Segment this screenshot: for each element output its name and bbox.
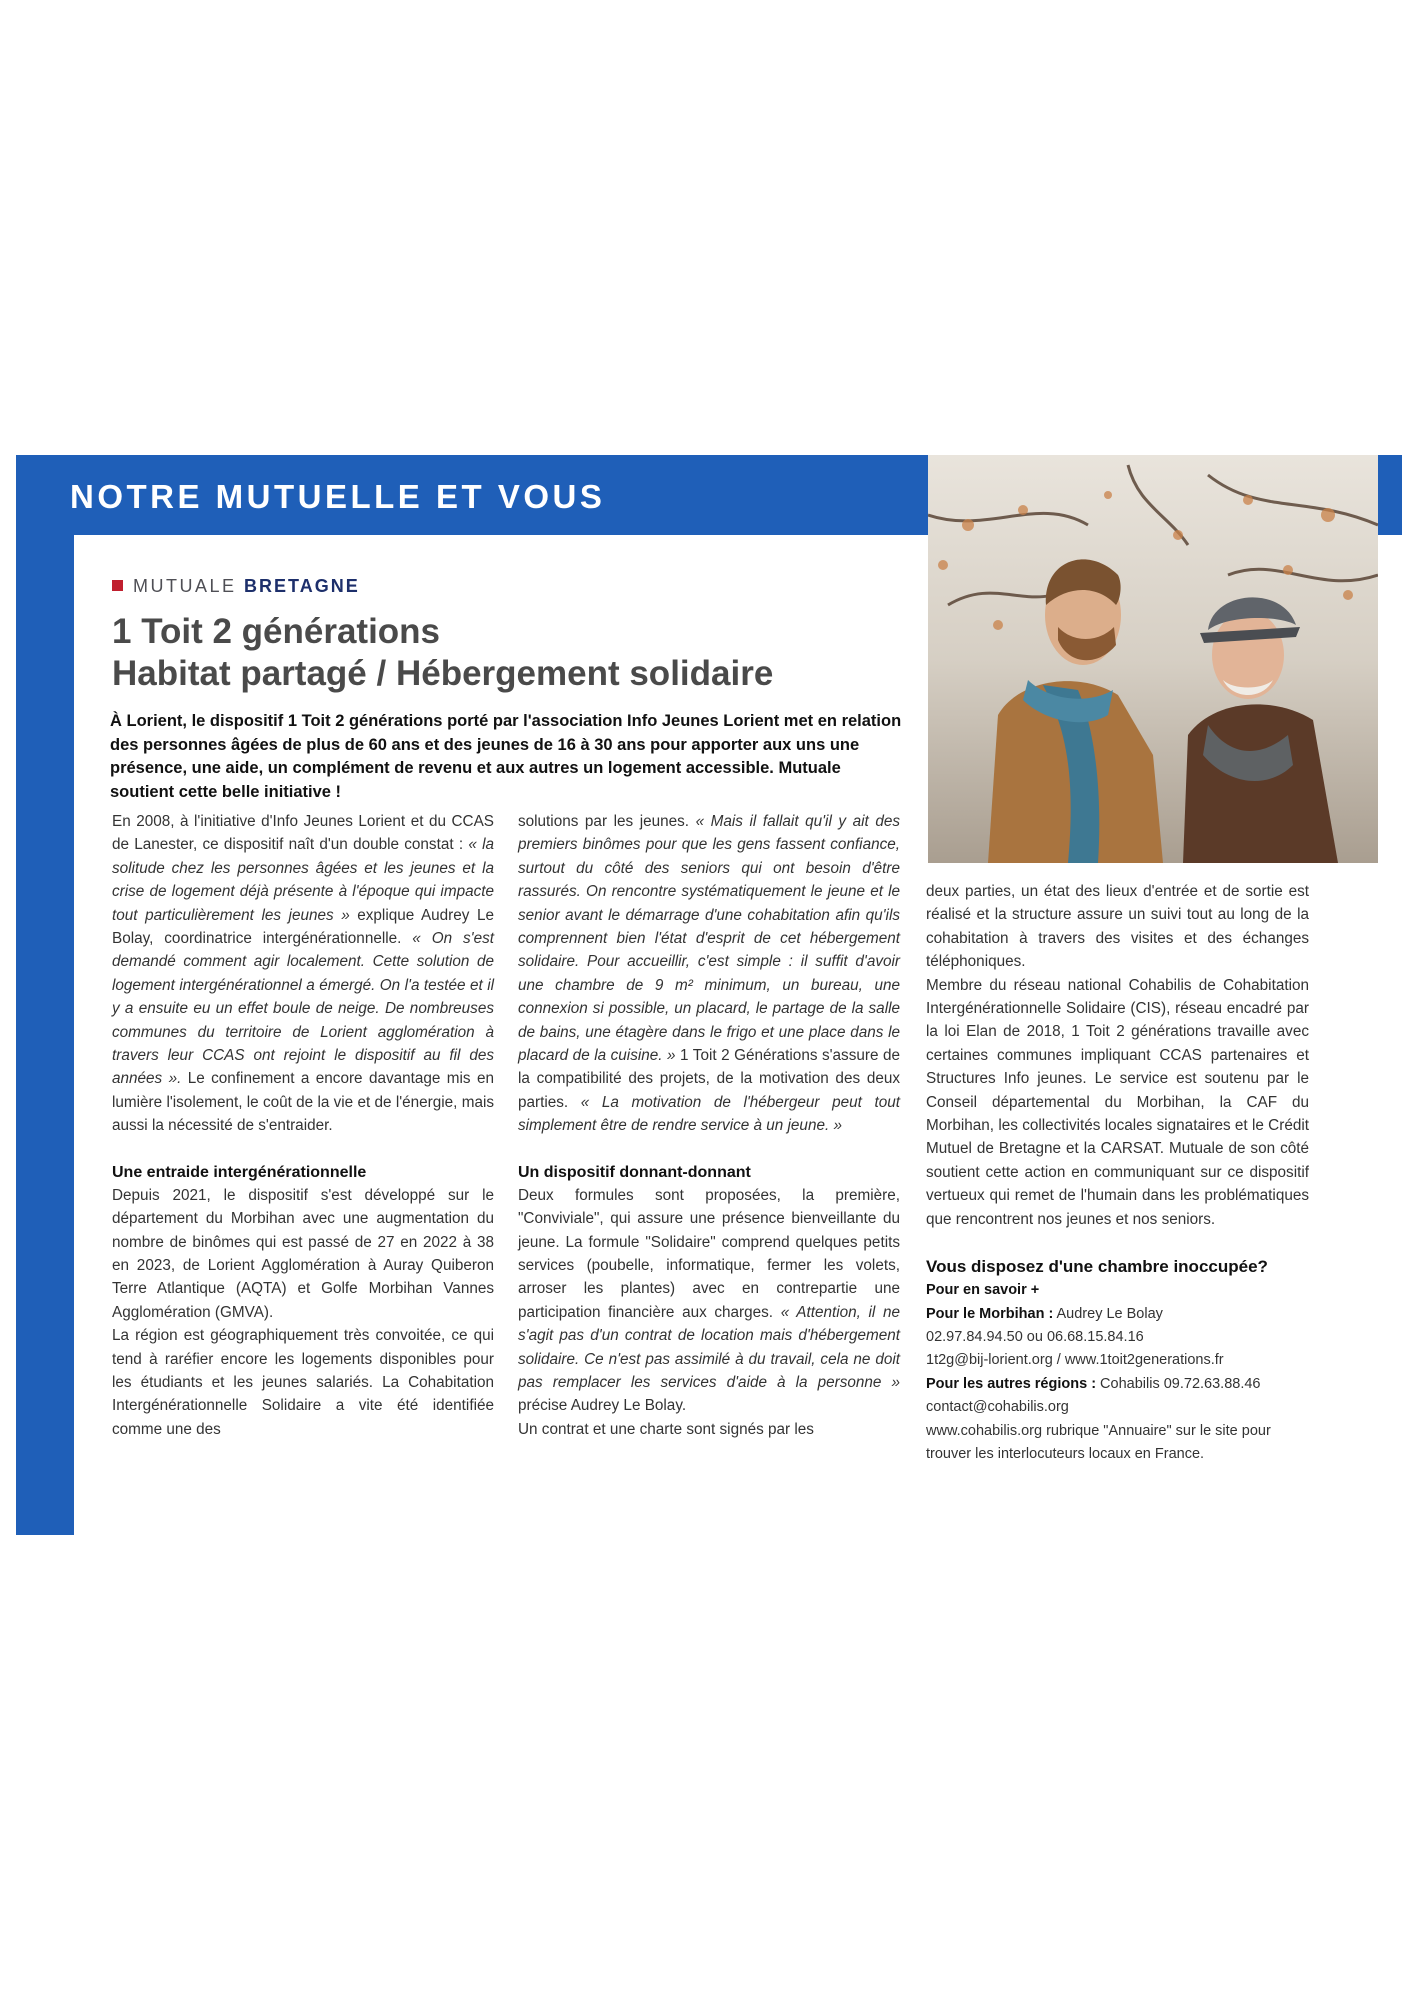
col2-paragraph-3: Un contrat et une charte sont signés par les <box>518 1420 814 1438</box>
aside-question: Vous disposez d'une chambre inoccupée? <box>926 1257 1268 1277</box>
text-run: Le confinement a encore davantage mis en lumière l'isolement, le coût de la vie et de l'énergie, mais aussi la nécessité de s'entraider. <box>112 1070 494 1135</box>
photo-illustration <box>928 455 1378 863</box>
quote: « Mais il fallait qu'il y ait des premiers binômes pour que les gens fassent confiance, surtout du côté des seniors qui ont besoin d'être rassurés. On rencontre systématiquement le jeune et le senior avant le démarrage d'une cohabitation afin qu'ils comprennent bien l'état d'esprit de cet hébergement solidaire. Pour accueillir, c'est simple : il suffit d'avoir une chambre de 9 m² minimum, un bureau, une connexion si possible, un placard, le partage de la salle de bains, une étagère dans le frigo et une place dans le placard de la cuisine. » <box>518 813 900 1065</box>
article-subtitle: Habitat partagé / Hébergement solidaire <box>112 654 774 693</box>
col3-paragraph-2: Membre du réseau national Cohabilis de Cohabitation Intergénérationnelle Solidaire (CIS), réseau encadré par la loi Elan de 2018, 1 Toit 2 générations travaille avec certaines communes impliquant CCAS partenaires et Structures Info jeunes. Le service est soutenu par le Conseil départemental du Morbihan, la CAF du Morbihan, les collectivités locales signataires et le Crédit Mutuel de Bretagne et la CARSAT. Mutuale de son côté soutient cette action en communiquant sur ce dispositif vertueux qui remet de l'humain dans les problématiques que rencontrent nos jeunes et nos seniors. <box>926 976 1309 1228</box>
quote: « La motivation de l'hébergeur peut tout simplement être de rendre service à un jeune. » <box>518 1093 900 1135</box>
aside-other-label: Pour les autres régions : <box>926 1375 1097 1392</box>
aside-morbihan-contact: Audrey Le Bolay <box>1053 1305 1163 1322</box>
brand-name-right: BRETAGNE <box>244 576 360 596</box>
aside-other-web[interactable]: www.cohabilis.org rubrique "Annuaire" sur le site pour trouver les interlocuteurs locaux en France. <box>926 1422 1271 1462</box>
brand-kicker <box>112 576 360 597</box>
article-lead: À Lorient, le dispositif 1 Toit 2 générations porté par l'association Info Jeunes Lorient met en relation des personnes âgées de plus de 60 ans et des jeunes de 16 à 30 ans pour apporter aux uns une présence, une aide, un complément de revenu et aux autres un logement accessible. Mutuale soutient cette belle initiative ! <box>110 712 902 801</box>
text-run: Deux formules sont proposées, la première, "Conviviale", qui assure une présence bienveillante du jeune. La formule "Solidaire" comprend quelques petits services (poubelle, informatique, fermer les volets, arroser les plantes) avec en contrepartie une participation financière aux charges. <box>518 1186 900 1321</box>
col1-paragraph-3: La région est géographiquement très convoitée, ce qui tend à raréfier encore les logements disponibles pour les étudiants et les jeunes salariés. La Cohabitation Intergénérationnelle Solidaire a vite été identifiée comme une des <box>112 1327 494 1438</box>
aside-info <box>926 1279 1309 1466</box>
subheading: Une entraide intergénérationnelle <box>112 1163 367 1181</box>
quote: « On s'est demandé comment agir localement. Cette solution de logement intergénérationnel a émergé. On l'a testée et il y a ensuite eu un effet boule de neige. De nombreuses communes du territoire de Lorient agglomération à travers leur CCAS ont rejoint le dispositif au fil des années ». <box>112 930 494 1088</box>
aside-morbihan-label: Pour le Morbihan : <box>926 1305 1054 1322</box>
article-title: 1 Toit 2 générations <box>112 612 441 651</box>
text-run: explique Audrey Le Bolay, coordinatrice intergénérationnelle. <box>112 906 494 948</box>
quote: « la solitude chez les personnes âgées et les jeunes et la crise de logement déjà présente à l'époque qui impacte tout particulièrement les jeunes » <box>112 836 494 924</box>
article-photo <box>928 455 1378 863</box>
section-title: NOTRE MUTUELLE ET VOUS <box>70 478 606 515</box>
aside-other-email[interactable]: contact@cohabilis.org <box>926 1399 1069 1416</box>
col2-paragraph-2 <box>518 1184 900 1418</box>
col2-paragraph <box>518 810 900 1138</box>
text-run: précise Audrey Le Bolay. <box>518 1397 687 1415</box>
red-square-bullet <box>112 580 123 591</box>
col3-paragraph-1: deux parties, un état des lieux d'entrée et de sortie est réalisé et la structure assure un suivi tout au long de la cohabitation à travers des visites et des échanges téléphoniques. <box>926 883 1309 971</box>
column-2 <box>518 810 900 1441</box>
right-frame-rail <box>1378 455 1402 534</box>
column-1 <box>112 810 494 1441</box>
col1-paragraph <box>112 810 494 1138</box>
subheading: Un dispositif donnant-donnant <box>518 1163 751 1181</box>
quote: « Attention, il ne s'agit pas d'un contrat de location mais d'hébergement solidaire. Ce n'est pas assimilé à du travail, cela ne doit pas remplacer les services d'aide à la personne » <box>518 1303 900 1391</box>
aside-morbihan-phones: 02.97.84.94.50 ou 06.68.15.84.16 <box>926 1328 1144 1345</box>
left-frame-rail <box>16 455 74 1535</box>
aside-other-contact: Cohabilis 09.72.63.88.46 <box>1096 1375 1261 1392</box>
text-run: 1 Toit 2 Générations s'assure de la compatibilité des projets, de la motivation des deux parties. <box>518 1047 900 1111</box>
aside-morbihan-web[interactable]: 1t2g@bij-lorient.org / www.1toit2generations.fr <box>926 1352 1224 1369</box>
aside-more-label: Pour en savoir + <box>926 1282 1040 1299</box>
col1-paragraph-2: Depuis 2021, le dispositif s'est développé sur le département du Morbihan avec une augmentation du nombre de binômes qui est passé de 27 en 2022 à 38 en 2023, de Lorient Agglomération à Auray Quiberon Terre Atlantique (AQTA) et Golfe Morbihan Vannes Agglomération (GMVA). <box>112 1186 494 1321</box>
text-run: En 2008, à l'initiative d'Info Jeunes Lorient et du CCAS de Lanester, ce dispositif naît d'un double constat : <box>112 813 494 854</box>
text-run: solutions par les jeunes. <box>518 813 696 830</box>
brand-name-left: MUTUALE <box>133 576 237 596</box>
column-3 <box>926 880 1309 1466</box>
